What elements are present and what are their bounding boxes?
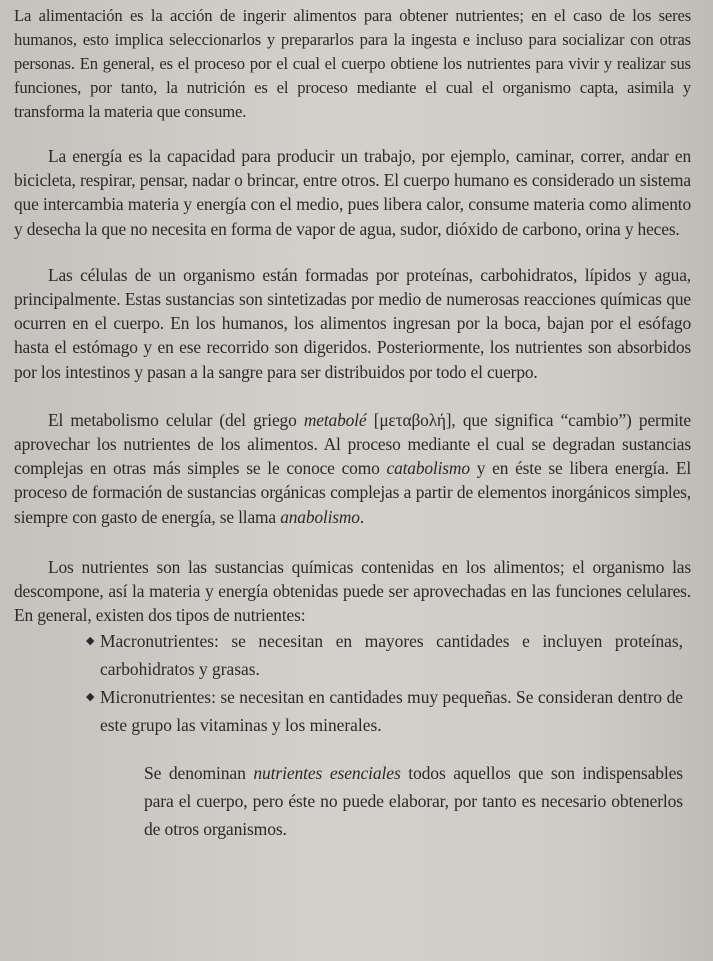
paragraph-metabolismo <box>14 408 691 529</box>
paragraph-nutrientes: Los nutrientes son las sustancias químicas contenidas en los alimentos; el organismo las descompone, así la materia y energía obtenidas puede ser aprovechadas en las funciones celulares. En general, existen dos tipos de nutrientes: <box>14 556 691 626</box>
list-item-macronutrientes <box>86 627 691 683</box>
list-item-micronutrientes <box>86 683 691 739</box>
nutrient-types-list <box>14 627 691 739</box>
paragraph-celulas: Las células de un organismo están formadas por proteínas, carbohidratos, lípidos y agua, principalmente. Estas sustancias son sintetizadas por medio de numerosas reacciones químicas que ocurren en el cuerpo. En los humanos, los alimentos ingresan por la boca, bajan por el esófago hasta el estómago y en ese recorrido son digeridos. Posteriormente, los nutrientes son absorbidos por los intestinos y pasan a la sangre para ser distribuidos por todo el cuerpo. <box>14 264 691 382</box>
paragraph-energia: La energía es la capacidad para producir un trabajo, por ejemplo, caminar, correr, andar en bicicleta, respirar, pensar, nadar o brincar, entre otros. El cuerpo humano es considerado un sistema que intercambia materia y energía con el medio, pues libera calor, consume materia como alimento y desecha la que no necesita en forma de vapor de agua, sudor, dióxido de carbono, orina y heces. <box>14 146 691 239</box>
metabolismo-text-2: [μεταβολή], que significa “cambio”) permite aprovechar los nutrientes de los alimentos. Al proceso mediante el cual se degradan sustancias complejas en otras más simples se le conoce como <box>14 409 691 479</box>
bullet-diamond-icon: ◆ <box>86 635 95 648</box>
metabolismo-text-1: El metabolismo celular (del griego <box>48 409 304 430</box>
bullet-diamond-icon: ◆ <box>86 691 95 704</box>
paragraph-alimentacion: La alimentación es la acción de ingerir alimentos para obtener nutrientes; en el caso de los seres humanos, esto implica seleccionarlos y prepararlos para la ingesta e incluso para socializar con otras personas. En general, es el proceso por el cual el cuerpo obtiene los nutrientes para vivir y realizar sus funciones, por tanto, la nutrición es el proceso mediante el cual el organismo capta, asimila y transforma la materia que consume. <box>14 6 691 121</box>
paragraph-nutrientes-esenciales <box>144 759 683 843</box>
term-anabolismo: anabolismo <box>280 506 360 527</box>
term-metabole: metabolé <box>303 409 367 430</box>
metabolismo-text-3: y en éste se libera energía. El proceso de formación de sustancias orgánicas complejas a partir de elementos inorgánicos simples, siempre con gasto de energía, se llama <box>14 458 691 527</box>
term-nutrientes-esenciales: nutrientes esenciales <box>253 763 401 784</box>
list-item-text: Micronutrientes: se necesitan en cantidades muy pequeñas. Se consideran dentro de este grupo las vitaminas y los minerales. <box>100 687 683 736</box>
metabolismo-text-4: . <box>359 506 365 527</box>
closing-text-2: todos aquellos que son indispensables para el cuerpo, pero éste no puede elaborar, por tanto es necesario obtenerlos de otros organismos. <box>144 763 684 840</box>
term-catabolismo: catabolismo <box>386 458 470 479</box>
closing-text-1: Se denominan <box>144 763 254 784</box>
list-item-text: Macronutrientes: se necesitan en mayores cantidades e incluyen proteínas, carbohidratos y grasas. <box>100 631 683 680</box>
